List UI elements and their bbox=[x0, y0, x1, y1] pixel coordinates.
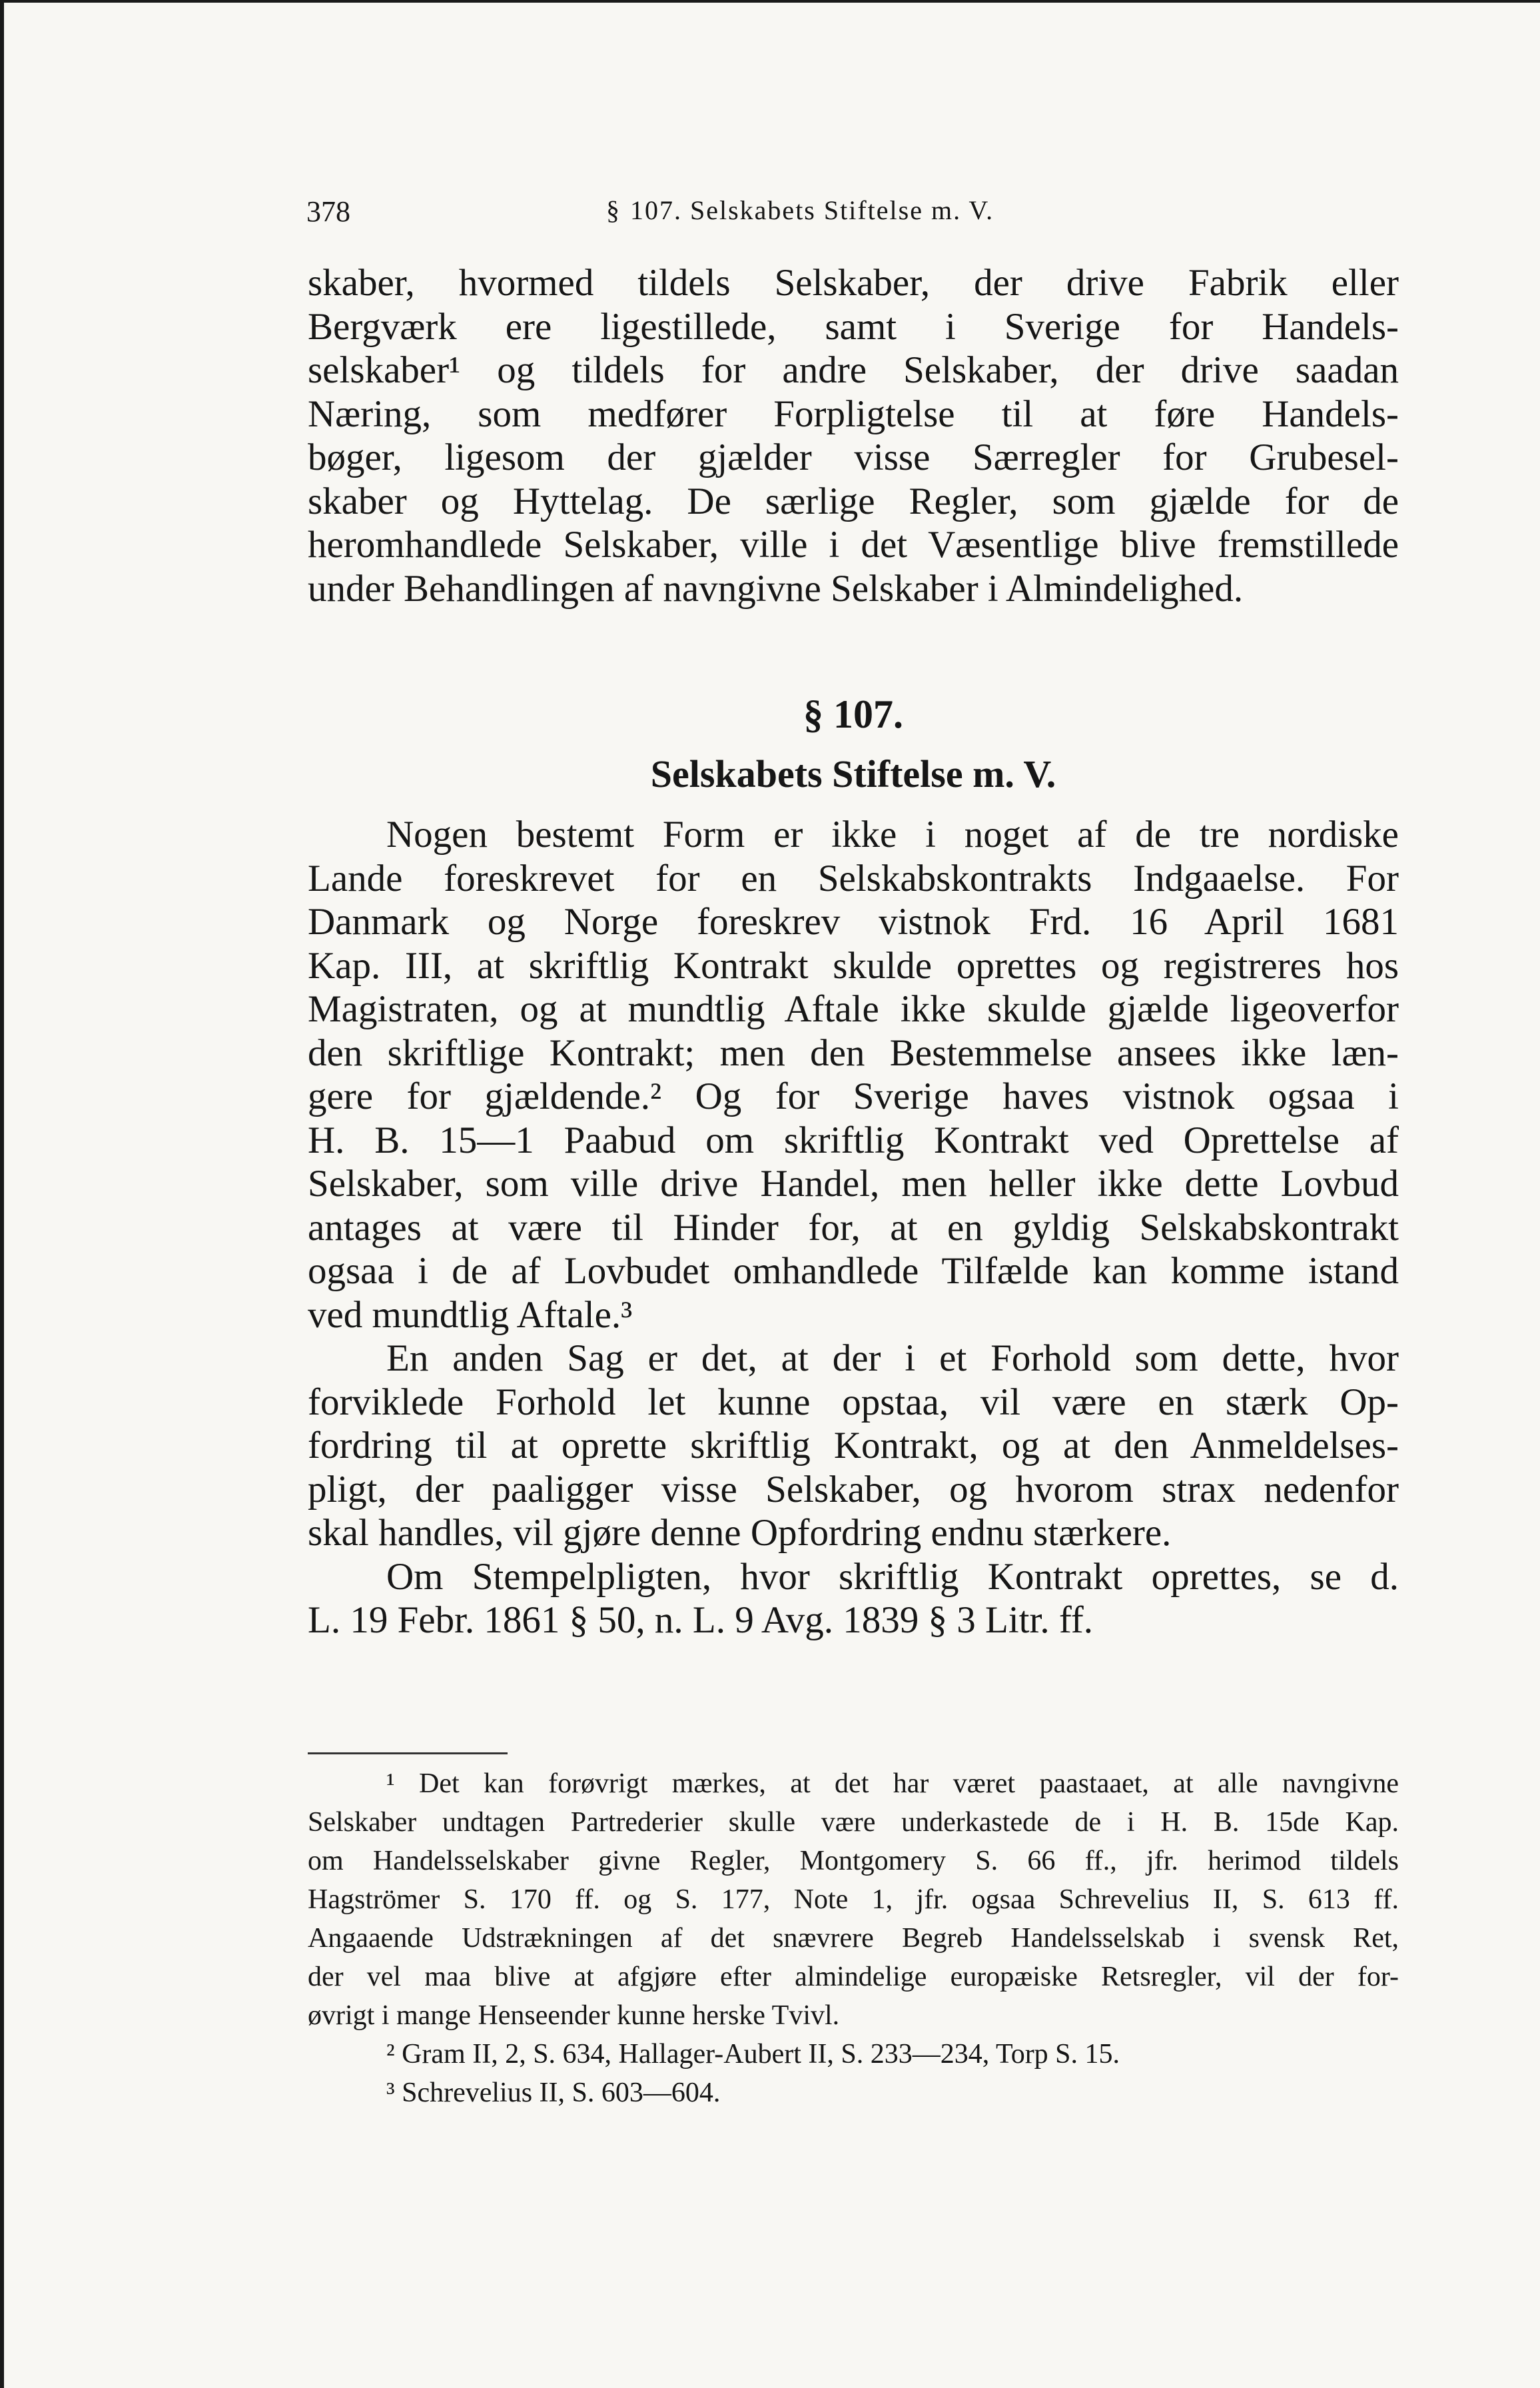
text-line: heromhandlede Selskaber, ville i det Væsentlige blive fremstillede bbox=[308, 524, 1399, 566]
paragraph-form-requirements bbox=[308, 813, 1399, 1642]
footnote-3: ³ Schrevelius II, S. 603—604. bbox=[386, 2078, 721, 2108]
text-line: Næring, som medfører Forpligtelse til at føre Handels- bbox=[308, 392, 1399, 435]
running-title bbox=[606, 195, 994, 226]
text-line: Bergværk ere ligestillede, samt i Sverige for Handels- bbox=[308, 305, 1399, 348]
footnote-line: Selskaber undtagen Partrederier skulle være underkastede de i H. B. 15de Kap. bbox=[308, 1807, 1399, 1838]
footnote-2: ² Gram II, 2, S. 634, Hallager-Aubert II, S. 233—234, Torp S. 15. bbox=[386, 2039, 1120, 2070]
intro-paragraph bbox=[308, 261, 1399, 610]
text-line: forviklede Forhold let kunne opstaa, vil være en stærk Op- bbox=[308, 1381, 1399, 1423]
text-line: Om Stempelpligten, hvor skriftlig Kontrakt oprettes, se d. bbox=[386, 1555, 1399, 1598]
text-line: Danmark og Norge foreskrev vistnok Frd. 16 April 1681 bbox=[308, 901, 1399, 943]
section-title: Selskabets Stiftelse m. V. bbox=[650, 752, 1056, 796]
text-line: under Behandlingen af navngivne Selskaber i Almindelighed. bbox=[308, 567, 1244, 610]
footnote-line: om Handelsselskaber givne Regler, Montgomery S. 66 ff., jfr. herimod tildels bbox=[308, 1846, 1399, 1876]
footnote-line: ¹ Det kan forøvrigt mærkes, at det har været paastaaet, at alle navngivne bbox=[386, 1768, 1399, 1799]
text-line: selskaber¹ og tildels for andre Selskaber, der drive saadan bbox=[308, 349, 1399, 391]
text-line: bøger, ligesom der gjælder visse Særregler for Grubesel- bbox=[308, 436, 1399, 478]
text-line: Magistraten, og at mundtlig Aftale ikke skulde gjælde ligeoverfor bbox=[308, 988, 1399, 1030]
footnote-line: Hagströmer S. 170 ff. og S. 177, Note 1, jfr. ogsaa Schrevelius II, S. 613 ff. bbox=[308, 1884, 1399, 1915]
text-line: Selskaber, som ville drive Handel, men heller ikke dette Lovbud bbox=[308, 1163, 1399, 1205]
text-line: En anden Sag er det, at der i et Forhold som dette, hvor bbox=[386, 1337, 1399, 1379]
text-line: skaber, hvormed tildels Selskaber, der drive Fabrik eller bbox=[308, 262, 1399, 304]
page-number: 378 bbox=[306, 195, 350, 228]
text-line: H. B. 15—1 Paabud om skriftlig Kontrakt ved Oprettelse af bbox=[308, 1119, 1399, 1161]
text-line: ved mundtlig Aftale.³ bbox=[308, 1293, 633, 1336]
section-number: § 107. bbox=[803, 692, 903, 736]
running-header bbox=[306, 195, 1399, 235]
section-symbol: § bbox=[606, 195, 621, 225]
footnotes bbox=[308, 1764, 1399, 2112]
text-line: skal handles, vil gjøre denne Opfordring endnu stærkere. bbox=[308, 1512, 1172, 1554]
text-line: Nogen bestemt Form er ikke i noget af de tre nordiske bbox=[386, 814, 1399, 856]
text-line: Kap. III, at skriftlig Kontrakt skulde oprettes og registreres hos bbox=[308, 944, 1399, 987]
text-line: gere for gjældende.² Og for Sverige haves vistnok ogsaa i bbox=[308, 1075, 1399, 1117]
footnote-line: der vel maa blive at afgjøre efter almindelige europæiske Retsregler, vil der for- bbox=[308, 1962, 1399, 1992]
text-line: L. 19 Febr. 1861 § 50, n. L. 9 Avg. 1839 § 3 Litr. ff. bbox=[308, 1599, 1094, 1641]
running-title-text: 107. Selskabets Stiftelse m. V. bbox=[630, 195, 994, 225]
footnote-line: Angaaende Udstrækningen af det snævrere Begreb Handelsselskab i svensk Ret, bbox=[308, 1923, 1399, 1954]
text-line: skaber og Hyttelag. De særlige Regler, som gjælde for de bbox=[308, 480, 1399, 522]
text-line: Lande foreskrevet for en Selskabskontrakts Indgaaelse. For bbox=[308, 857, 1399, 899]
footnote-line: øvrigt i mange Henseender kunne herske Tvivl. bbox=[308, 2000, 840, 2031]
text-line: pligt, der paaligger visse Selskaber, og hvorom strax nedenfor bbox=[308, 1468, 1399, 1510]
text-line: ogsaa i de af Lovbudet omhandlede Tilfælde kan komme istand bbox=[308, 1250, 1399, 1292]
text-line: fordring til at oprette skriftlig Kontrakt, og at den Anmeldelses- bbox=[308, 1425, 1399, 1467]
text-line: antages at være til Hinder for, at en gyldig Selskabskontrakt bbox=[308, 1206, 1399, 1249]
text-line: den skriftlige Kontrakt; men den Bestemmelse ansees ikke læn- bbox=[308, 1031, 1399, 1074]
footnote-divider bbox=[308, 1752, 508, 1754]
